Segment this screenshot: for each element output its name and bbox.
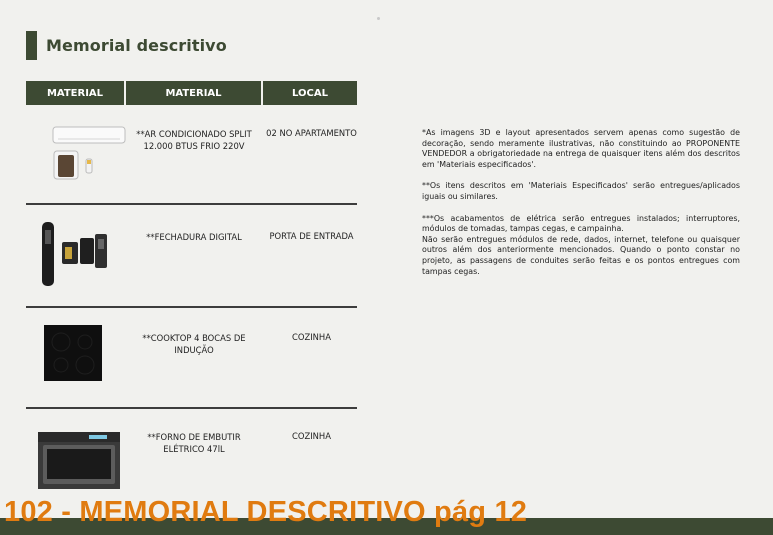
local-text: COZINHA <box>292 431 331 441</box>
material-text: **FORNO DE EMBUTIR ELÉTRICO 47lL <box>147 432 241 454</box>
table-row <box>26 308 357 409</box>
page-header <box>26 31 227 60</box>
table-row <box>26 205 357 308</box>
table-row <box>26 105 357 205</box>
local-text: PORTA DE ENTRADA <box>269 231 354 241</box>
note-network-modules: Não serão entregues módulos de rede, dados, internet, telefone ou quaisquer outros além dos anteriormente mencionados. Quando o ponto constar no projeto, as passagens de conduites serão feitas e os pontos entregues com tampas cegas. <box>422 234 740 276</box>
note-images-disclaimer: *As imagens 3D e layout apresentados servem apenas como sugestão de decoração, sendo meramente ilustrativas, não constituindo ao PROPONENTE VENDEDOR a obrigatoriedade na entrega de quaisquer itens além dos descritos em 'Materiais especificados'. <box>422 128 740 169</box>
page-footer-label: 102 - MEMORIAL DESCRITIVO pág 12 <box>4 496 528 528</box>
material-text: **COOKTOP 4 BOCAS DE INDUÇÃO <box>142 333 246 355</box>
induction-cooktop-image <box>43 324 103 382</box>
material-text: **FECHADURA DIGITAL <box>146 232 242 242</box>
air-conditioner-image <box>50 125 128 187</box>
note-similar-items: **Os itens descritos em 'Materiais Especificados' serão entregues/aplicados iguais ou similares. <box>422 181 740 201</box>
header-material: MATERIAL <box>126 81 261 105</box>
table-row <box>26 409 357 499</box>
decorative-dot <box>377 17 380 20</box>
local-text: COZINHA <box>292 332 331 342</box>
digital-lock-image <box>40 218 130 288</box>
note-electrical-finishes: ***Os acabamentos de elétrica serão entregues instalados; interruptores, módulos de tomadas, tampas cegas, e campainha. <box>422 213 740 234</box>
local-text: 02 NO APARTAMENTO <box>266 128 357 138</box>
notes-block <box>422 128 740 288</box>
page-title: Memorial descritivo <box>46 36 227 55</box>
built-in-oven-image <box>37 431 121 491</box>
table-header <box>26 81 357 105</box>
header-local: LOCAL <box>263 81 357 105</box>
title-accent-bar <box>26 31 37 60</box>
header-material-image: MATERIAL <box>26 81 124 105</box>
material-text: **AR CONDICIONADO SPLIT 12.000 BTUS FRIO 220V <box>136 129 252 151</box>
